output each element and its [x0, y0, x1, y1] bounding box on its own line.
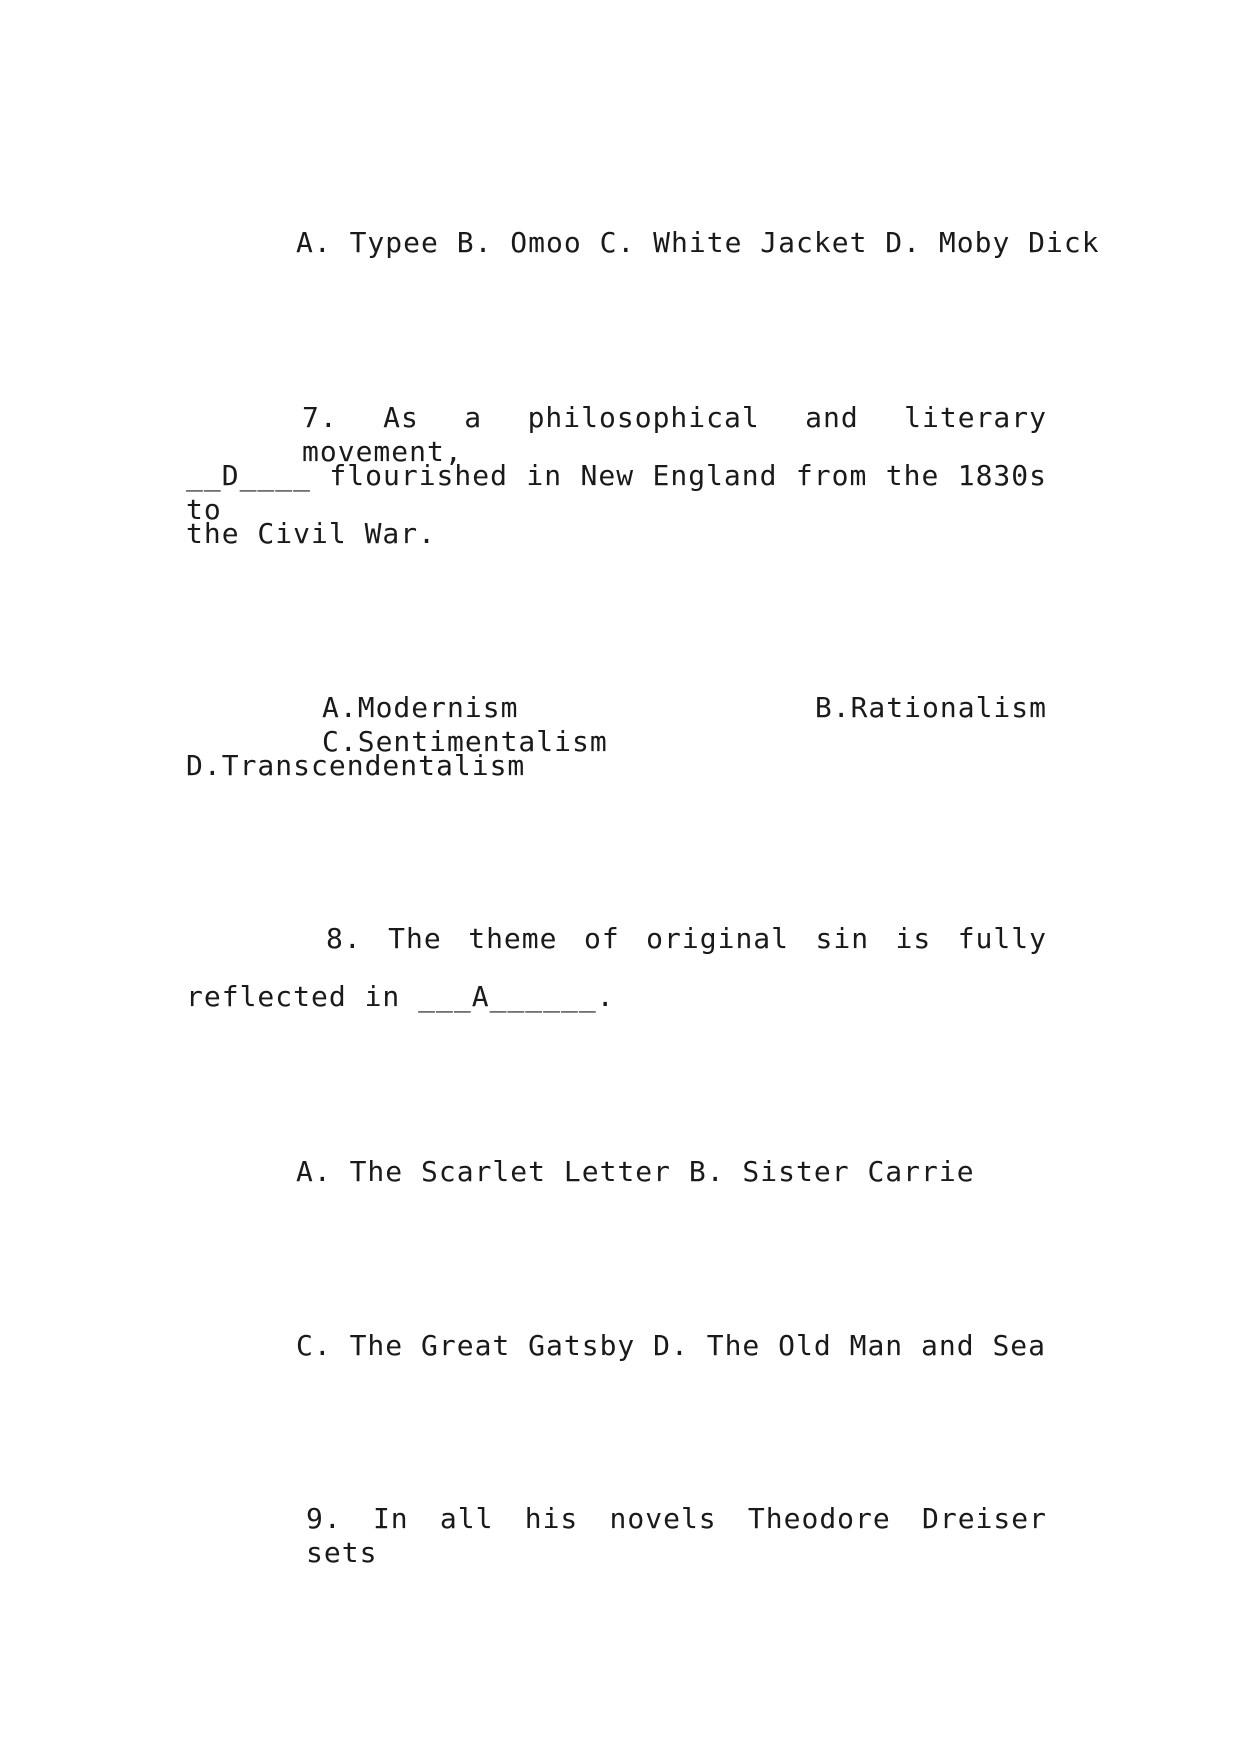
q9-stem-line1: 9. In all his novels Theodore Dreiser sets: [306, 1502, 1047, 1569]
q8-options-line1: A. The Scarlet Letter B. Sister Carrie: [296, 1155, 975, 1188]
q8-stem-line2: reflected in ___A______.: [186, 980, 615, 1013]
q8-options-line2: C. The Great Gatsby D. The Old Man and Sea: [296, 1329, 1047, 1362]
q6-options: A. Typee B. Omoo C. White Jacket D. Moby Dick: [296, 226, 1100, 259]
q7-options-line1: A.Modernism B.Rationalism C.Sentimentalism: [322, 691, 1047, 758]
q7-stem-line3: the Civil War.: [186, 517, 437, 550]
q7-stem-line2: __D____ flourished in New England from the 1830s to: [186, 459, 1047, 526]
q8-stem-line1: 8. The theme of original sin is fully: [326, 922, 1047, 955]
q7-stem-line1: 7. As a philosophical and literary movement,: [302, 401, 1047, 468]
q7-options-line2: D.Transcendentalism: [186, 749, 526, 782]
